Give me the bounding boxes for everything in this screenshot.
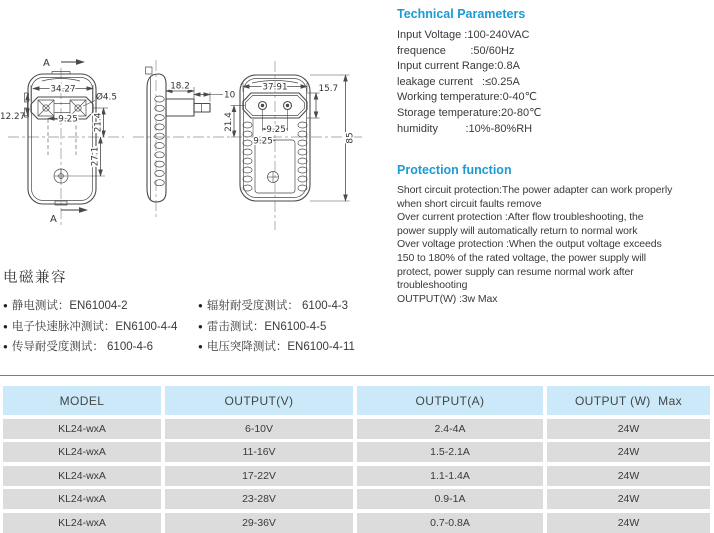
tech-param-line: humidity :10%-80%RH (397, 122, 533, 135)
table-cell: KL24-wxA (3, 442, 161, 462)
table-cell: 24W (547, 489, 710, 509)
dim-rear-upper: 21.4 (93, 112, 104, 133)
tech-param-line: frequence :50/60Hz (397, 44, 515, 57)
table-cell: 2.4-4A (357, 419, 543, 439)
table-header-output-a: OUTPUT(A) (357, 386, 543, 415)
dim-rear-side: 12.27 (0, 112, 26, 122)
dim-front-width: 37.91 (262, 82, 288, 93)
table-cell: 11-16V (165, 442, 353, 462)
plug-side-profile (166, 99, 210, 116)
table-cell: 29-36V (165, 513, 353, 533)
protection-line: troubleshooting (397, 279, 468, 292)
table-cell: KL24-wxA (3, 513, 161, 533)
table-cell: 24W (547, 442, 710, 462)
dim-rear-inner-width: 9.25 (58, 114, 78, 125)
side-view-drawing (133, 60, 236, 220)
bullet-icon: ● (3, 342, 8, 351)
bullet-icon: ● (198, 321, 203, 331)
table-cell: 24W (547, 466, 710, 486)
emc-section (3, 266, 395, 358)
tech-param-line: Storage temperature:20-80℃ (397, 106, 542, 119)
technical-drawings (0, 26, 392, 250)
protection-function-title: Protection function (397, 163, 512, 177)
table-header-output-w: OUTPUT (W) Max (547, 386, 710, 415)
protection-line: Over current protection :After flow troubleshooting, the (397, 211, 644, 224)
protection-line: when short circuit faults remove (397, 197, 542, 210)
technical-parameters-section (397, 7, 712, 137)
emc-title: 电磁兼容 (3, 270, 67, 286)
emc-test-item: 静电测试：EN61004-2 (11, 300, 128, 312)
table-header-output-v: OUTPUT(V) (165, 386, 353, 415)
dim-plug-length: 18.2 (170, 81, 190, 92)
output-spec-table (3, 386, 710, 533)
emc-test-item: 电压突降测试：EN6100-4-11 (206, 341, 355, 353)
tech-param-line: Working temperature:0-40℃ (397, 91, 537, 104)
table-cell: KL24-wxA (3, 419, 161, 439)
dim-pin-pitch: 9.25 (266, 125, 286, 136)
table-cell: 1.5-2.1A (357, 442, 543, 462)
emc-test-item: 电子快速脉冲测试：EN6100-4-4 (11, 320, 178, 333)
table-cell: 6-10V (165, 419, 353, 439)
table-cell: 24W (547, 419, 710, 439)
technical-parameters-title: Technical Parameters (397, 7, 526, 21)
table-cell: 23-28V (165, 489, 353, 509)
screw-icon (54, 169, 68, 183)
dim-pin-to-center: 21.4 (224, 112, 234, 132)
dim-rear-lower: 27.1 (90, 146, 101, 167)
section-label-top: A (43, 58, 50, 69)
bullet-icon: ● (3, 321, 8, 331)
screw-icon-front (268, 172, 279, 183)
dim-recess-height: 15.7 (318, 84, 339, 94)
protection-line: OUTPUT(W) :3w Max (397, 292, 498, 305)
bullet-icon: ● (198, 301, 203, 310)
protection-line: power supply will automatically return to normal work (397, 224, 638, 237)
table-cell: 17-22V (165, 466, 353, 486)
bullet-icon: ● (3, 301, 8, 310)
bullet-icon: ● (198, 342, 203, 351)
table-header-model: MODEL (3, 386, 161, 415)
protection-line: Over voltage protection :When the output voltage exceeds (397, 238, 662, 251)
front-view-drawing (224, 61, 362, 230)
protection-function-section (397, 163, 714, 306)
emc-test-item: 雷击测试：EN6100-4-5 (206, 320, 327, 333)
tech-param-line: Input current Range:0.8A (397, 60, 520, 73)
dim-body-height: 85 (345, 132, 356, 144)
dim-tip-length: 10 (224, 90, 236, 101)
table-cell: 1.1-1.4A (357, 466, 543, 486)
tech-param-line: Input Voltage :100-240VAC (397, 29, 530, 41)
section-label-bottom: A (50, 214, 57, 225)
table-top-rule (0, 375, 714, 376)
rear-view-drawing (0, 58, 124, 228)
table-cell: KL24-wxA (3, 489, 161, 509)
dim-rear-hole-dia: Ø4.5 (96, 92, 117, 103)
emc-test-item: 传导耐受度测试： 6100-4-6 (11, 341, 154, 353)
table-cell: 0.7-0.8A (357, 513, 543, 533)
emc-test-item: 辐射耐受度测试： 6100-4-3 (206, 300, 349, 312)
table-cell: KL24-wxA (3, 466, 161, 486)
protection-line: 150 to 180% of the rated voltage, the power supply will (397, 251, 646, 264)
dim-rear-width: 34.27 (50, 84, 76, 95)
protection-line: Short circuit protection:The power adapter can work properly (397, 184, 673, 196)
protection-line: protect, power supply can resume normal work after (397, 265, 634, 278)
table-cell: 0.9-1A (357, 489, 543, 509)
dim-pin-offset: 9.25 (253, 136, 273, 147)
tech-param-line: leakage current :≤0.25A (397, 75, 520, 88)
table-cell: 24W (547, 513, 710, 533)
